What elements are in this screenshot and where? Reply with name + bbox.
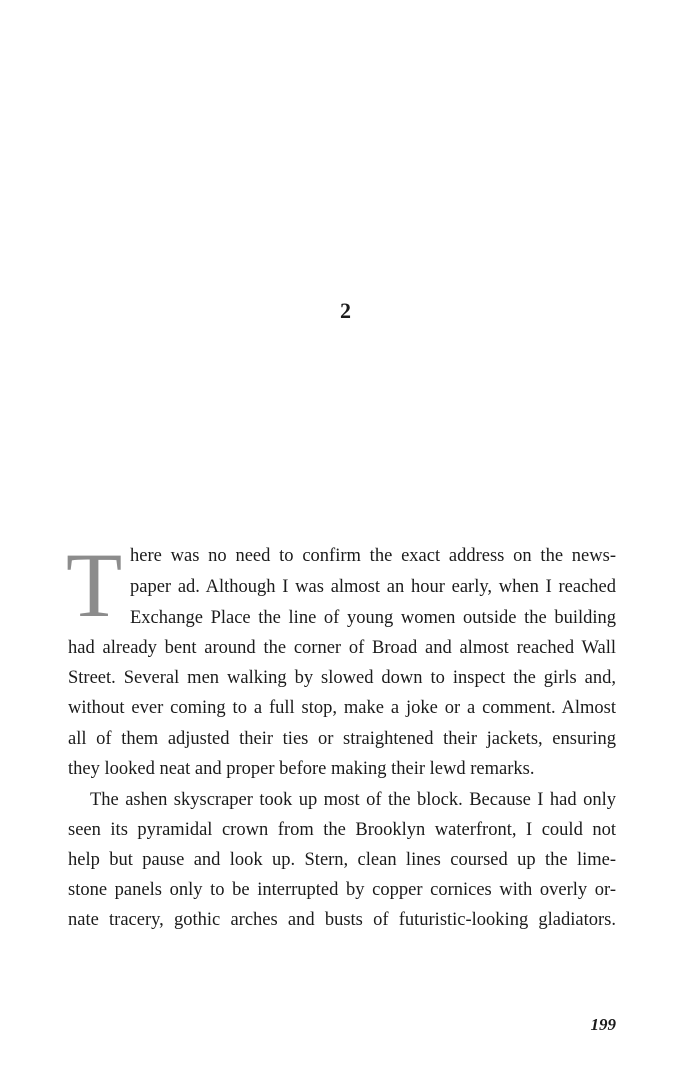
text-line-13: nate tracery, gothic arches and busts of futuristic-looking gladiators. bbox=[68, 910, 616, 930]
text-line-9: The ashen skyscraper took up most of the block. Because I had only bbox=[90, 790, 616, 810]
text-line-1: here was no need to confirm the exact address on the news- bbox=[130, 546, 616, 566]
text-line-2: paper ad. Although I was almost an hour early, when I reached bbox=[130, 577, 616, 597]
chapter-number: 2 bbox=[340, 298, 351, 323]
text-line-11: help but pause and look up. Stern, clean lines coursed up the lime- bbox=[68, 850, 616, 870]
text-line-6: without ever coming to a full stop, make a joke or a comment. Almost bbox=[68, 698, 616, 718]
text-line-8: they looked neat and proper before making their lewd remarks. bbox=[68, 759, 535, 779]
text-line-10: seen its pyramidal crown from the Brooklyn waterfront, I could not bbox=[68, 820, 616, 840]
text-line-3: Exchange Place the line of young women outside the building bbox=[130, 608, 616, 628]
text-line-4: had already bent around the corner of Broad and almost reached Wall bbox=[68, 638, 616, 658]
text-line-7: all of them adjusted their ties or straightened their jackets, ensuring bbox=[68, 729, 616, 749]
text-line-5: Street. Several men walking by slowed down to inspect the girls and, bbox=[68, 668, 616, 688]
text-line-12: stone panels only to be interrupted by copper cornices with overly or- bbox=[68, 880, 616, 900]
drop-cap: T bbox=[66, 534, 123, 636]
page-number: 199 bbox=[590, 1015, 616, 1034]
